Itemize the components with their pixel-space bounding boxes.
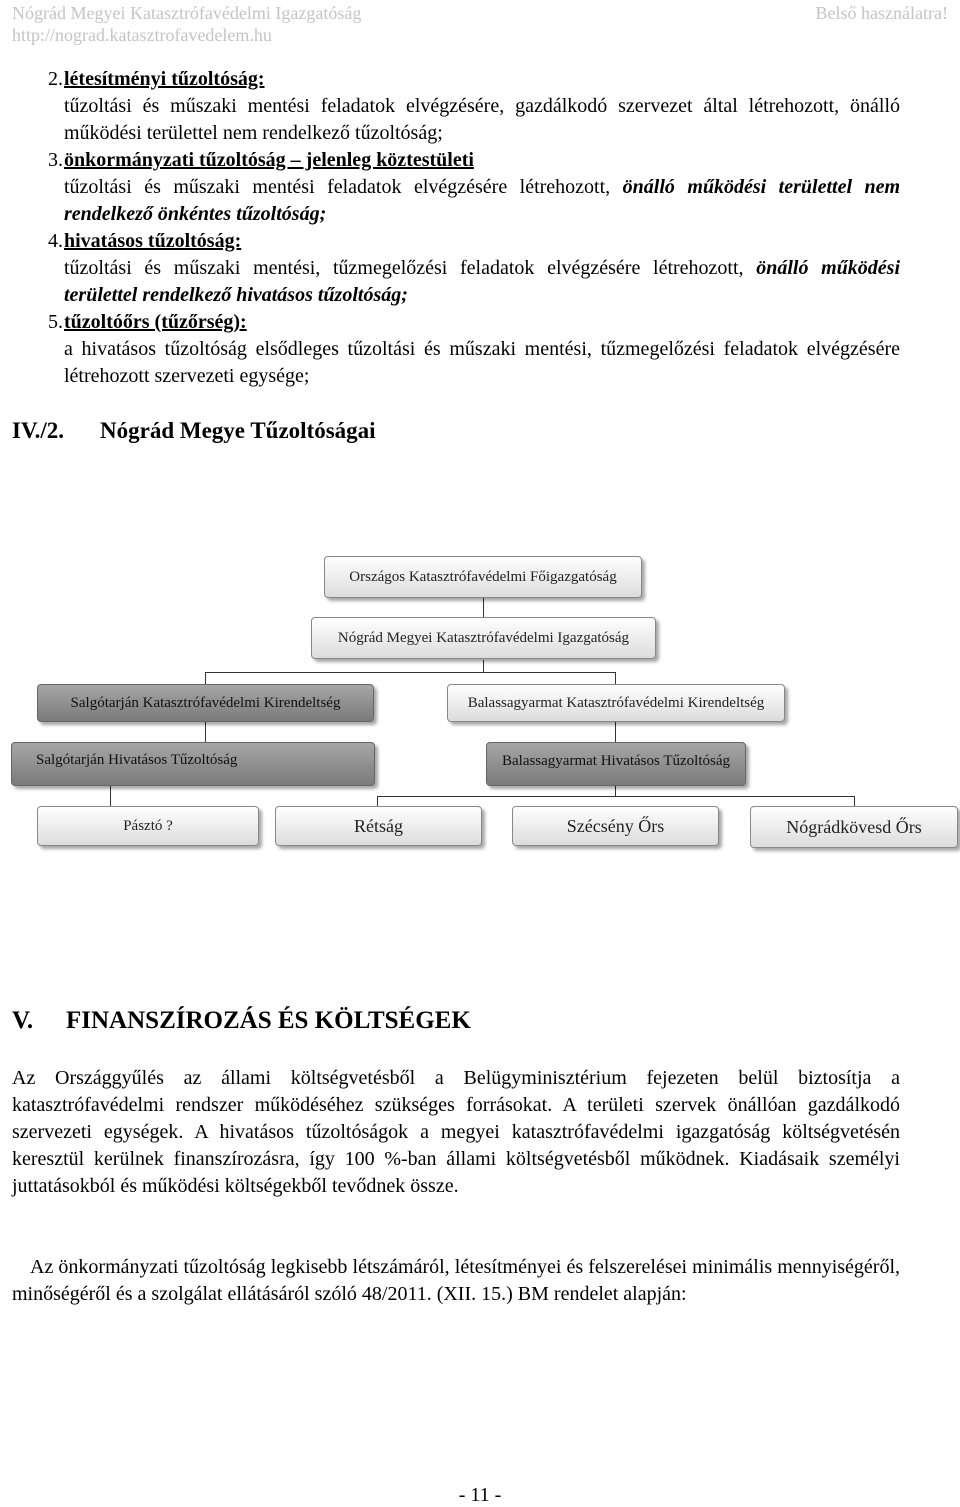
org-box-fd-balassagyarmat: Balassagyarmat Hivatásos Tűzoltóság (486, 742, 746, 786)
list-item-number: 5. (48, 311, 63, 333)
org-box-county: Nógrád Megyei Katasztrófavédelmi Igazgatóság (311, 617, 656, 659)
header-url: http://nograd.katasztrofavedelem.hu (12, 25, 272, 45)
list-item-number: 4. (48, 230, 63, 252)
connector-line (615, 672, 616, 684)
list-item-title: létesítményi tűzoltóság: (64, 68, 265, 90)
org-box-fd-salgotarjan: Salgótarján Hivatásos Tűzoltóság (11, 742, 375, 786)
list-item (48, 66, 900, 147)
connector-line (377, 796, 855, 797)
list-item-number: 2. (48, 68, 63, 90)
connector-line (483, 660, 484, 672)
connector-line (615, 722, 616, 742)
section-v-title: FINANSZÍROZÁS ÉS KÖLTSÉGEK (66, 1007, 471, 1034)
body-paragraph: Az Országgyűlés az állami költségvetésből a Belügyminisztérium fejezeten belül biztosítja a katasztrófavédelmi rendszer működéséhez szükséges forrásokat. A területi szervek önállóan gazdálkodó szervezeti egységek. A hivatásos tűzoltóságok a megyei katasztrófavédelmi igazgatóság költségvetésén keresztül kerülnek finanszírozásra, így 100 %-ban állami költségvetésből működnek. Kiadásaik személyi juttatásokból és működési költségekből tevődnek össze. (12, 1067, 900, 1197)
connector-line (483, 598, 484, 618)
list-item-text: tűzoltási és műszaki mentési feladatok elvégzésére létrehozott, önálló működési területtel nem rendelkező önkéntes tűzoltóság; (64, 176, 901, 225)
org-box-station-retsag: Rétság (275, 806, 482, 846)
header-org: Nógrád Megyei Katasztrófavédelmi Igazgatóság (12, 3, 362, 23)
header-classification: Belső használatra! (815, 3, 948, 23)
connector-line (615, 786, 616, 796)
section-iv2-title: Nógrád Megye Tűzoltóságai (100, 418, 376, 443)
connector-line (205, 672, 206, 684)
list-item (48, 228, 900, 309)
connector-line (854, 796, 855, 806)
connector-line (205, 672, 616, 673)
org-box-branch-salgotarjan: Salgótarján Katasztrófavédelmi Kirendeltség (37, 684, 374, 722)
org-box-branch-balassagyarmat: Balassagyarmat Katasztrófavédelmi Kirendeltség (447, 684, 785, 722)
list-item-number: 3. (48, 149, 63, 171)
org-box-station-szecseny: Szécsény Őrs (512, 806, 719, 846)
list-item (48, 309, 900, 390)
list-item-title: tűzoltóőrs (tűzőrség): (64, 311, 247, 333)
org-box-station-paszto: Pásztó ? (37, 806, 259, 846)
page-header (12, 2, 948, 46)
list-item-text: tűzoltási és műszaki mentési feladatok elvégzésére, gazdálkodó szervezet által létrehozott, önálló működési területtel nem rendelkező tűzoltóság; (64, 95, 900, 144)
definition-list (48, 66, 900, 390)
org-box-national: Országos Katasztrófavédelmi Főigazgatóság (324, 556, 642, 598)
list-item-text: tűzoltási és műszaki mentési, tűzmegelőzési feladatok elvégzésére létrehozott, önálló működési területtel rendelkező hivatásos tűzoltóság; (64, 257, 901, 306)
section-iv2-number: IV./2. (12, 418, 64, 443)
list-item-title: önkormányzati tűzoltóság – jelenleg köztestületi (64, 149, 474, 171)
list-item-title: hivatásos tűzoltóság: (64, 230, 242, 252)
connector-line (205, 722, 206, 742)
section-v-number: V. (12, 1007, 34, 1034)
connector-line (377, 796, 378, 806)
body-paragraph: Az önkormányzati tűzoltóság legkisebb létszámáról, létesítményei és felszerelései minimális mennyiségéről, minőségéről és a szolgálat ellátásáról szóló 48/2011. (XII. 15.) BM rendelet alapján: (12, 1256, 900, 1305)
org-box-station-nogradkovesd: Nógrádkövesd Őrs (750, 806, 958, 848)
list-item (48, 147, 900, 228)
list-item-text: a hivatásos tűzoltóság elsődleges tűzoltási és műszaki mentési, tűzmegelőzési feladatok elvégzésére létrehozott szervezeti egysége; (64, 338, 900, 387)
connector-line (110, 786, 111, 806)
page-number: - 11 - (458, 1484, 502, 1506)
